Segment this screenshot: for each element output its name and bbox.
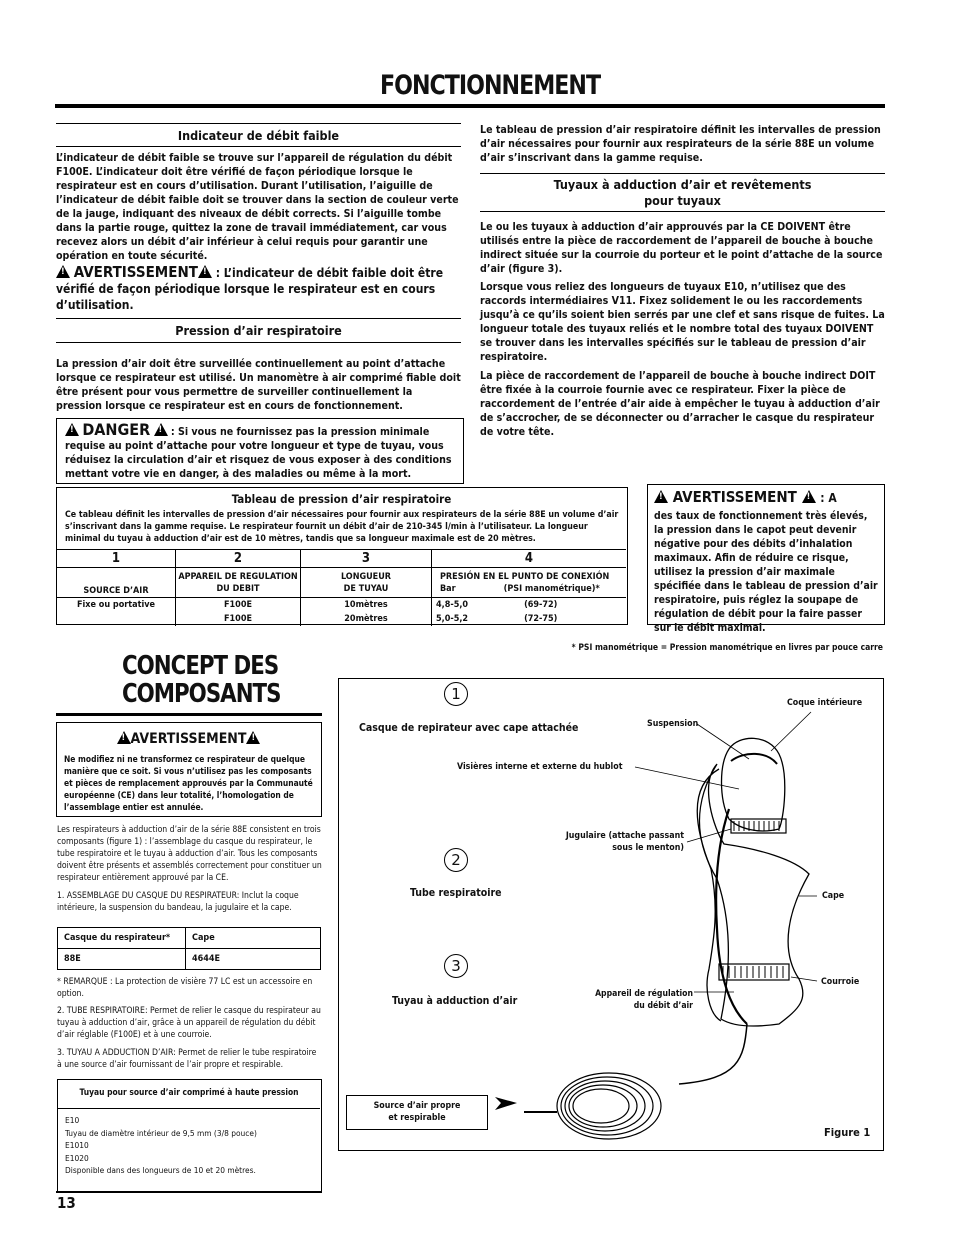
warning-icon bbox=[246, 731, 260, 744]
label-courroie: Courroie bbox=[821, 977, 860, 987]
table-cell: 20mètres bbox=[301, 612, 432, 626]
components-intro: Les respirateurs à adduction d’air de la série 88E consistent en trois composants (figure 1) : l’assemblage du casque du respirateur, le tube respiratoire et le tuyau à adduction d’air. Tous les composants doivent être présents et assemblés correctement pour constituer un respirateur entièrement approuvé par la CE. bbox=[57, 825, 322, 883]
rule bbox=[480, 173, 885, 174]
table-row bbox=[57, 612, 626, 626]
air-source-line: Source d’air propre bbox=[373, 1101, 461, 1111]
warning-label: AVERTISSEMENT bbox=[130, 731, 247, 747]
air-hose bbox=[679, 1024, 747, 1084]
leader-line bbox=[697, 724, 749, 759]
label-jugulaire-line: Jugulaire (attache passant bbox=[565, 831, 684, 841]
page-number: 13 bbox=[57, 1194, 76, 1212]
col-number: 3 bbox=[301, 550, 432, 568]
hose-p1: Le ou les tuyaux à adduction d’air approuvés par la CE DOIVENT être utilisés entre la pièce de raccordement de l’appareil de bouche à bouche indirect située sur la courroie du porteur et le point d’attache de la source d’air (figure 3). bbox=[480, 221, 883, 275]
label-suspension: Suspension bbox=[647, 719, 699, 729]
warning-colon: : A bbox=[820, 491, 837, 505]
label-jugulaire bbox=[558, 830, 684, 854]
table-cell: F100E bbox=[176, 598, 301, 612]
components-item-3: 3. TUYAU A ADDUCTION D’AIR: Permet de relier le tube respiratoire à une source d’air fournissant de l’air propre et respirable. bbox=[57, 1048, 317, 1070]
col-number: 1 bbox=[111, 551, 121, 566]
components-item-1: 1. ASSEMBLAGE DU CASQUE DU RESPIRATEUR: Inclut la coque intérieure, la suspension du bandeau, la jugulaire et la cape. bbox=[57, 891, 299, 913]
table-row bbox=[58, 949, 321, 970]
hose-box-line: Disponible dans des longueurs de 10 et 20 mètres. bbox=[65, 1165, 256, 1176]
col-header-text bbox=[440, 583, 625, 595]
danger-box bbox=[56, 418, 464, 484]
components-title-line: CONCEPT DES bbox=[122, 651, 279, 681]
title-rule bbox=[55, 104, 885, 108]
hose-heading-line: pour tuyaux bbox=[644, 193, 721, 208]
hose-heading bbox=[480, 177, 885, 209]
warning-icon bbox=[65, 423, 79, 436]
respirator-illustration bbox=[339, 679, 883, 1150]
table-cell: Fixe ou portative bbox=[76, 599, 156, 610]
low-flow-warning bbox=[56, 264, 461, 313]
label-tube: Tube respiratoire bbox=[410, 887, 502, 899]
right-intro: Le tableau de pression d’air respiratoire définit les intervalles de pression d’air nécessaires pour fournir aux respirateurs de la série 88E un volume d’air s’inscrivant dans la gamme requise. bbox=[480, 124, 881, 164]
leader-line bbox=[771, 712, 811, 751]
label-appareil-line: du débit d’air bbox=[633, 1001, 693, 1011]
label-casque: Casque de repirateur avec cape attachée bbox=[359, 722, 579, 734]
table-cell: 88E bbox=[58, 949, 186, 970]
footer-rule bbox=[56, 1191, 322, 1193]
hose-box-line: E1020 bbox=[65, 1152, 89, 1163]
col-header bbox=[301, 568, 432, 598]
hose-box-line: Tuyau de diamètre intérieur de 9,5 mm (3/8 pouce) bbox=[65, 1127, 257, 1138]
col-header-text: APPAREIL DE REGULATION bbox=[178, 571, 298, 582]
helmet-visor bbox=[731, 754, 777, 764]
rule bbox=[56, 342, 461, 343]
parts-table bbox=[57, 927, 321, 970]
col-header-text: PRESIÓN EN EL PUNTO DE CONEXIÓN bbox=[440, 571, 610, 582]
col-header bbox=[176, 568, 301, 598]
cell-bar: 4,8-5,0 bbox=[436, 599, 469, 610]
table-cell bbox=[432, 598, 627, 612]
table-row bbox=[57, 568, 626, 598]
hose-box-line: E1010 bbox=[65, 1140, 89, 1151]
pressure-table-title: Tableau de pression d’air respiratoire bbox=[231, 492, 452, 506]
table-cell: 4644E bbox=[192, 954, 221, 964]
hose-heading-line: Tuyaux à adduction d’air et revêtements bbox=[553, 177, 812, 192]
table-cell: F100E bbox=[176, 612, 301, 626]
warning-icon bbox=[802, 490, 816, 503]
table-row bbox=[57, 550, 626, 568]
danger-label: DANGER bbox=[82, 420, 151, 439]
col-header-text: SOURCE D’AIR bbox=[83, 586, 149, 596]
pressure-table-intro: Ce tableau définit les intervalles de pression d’air nécessaires pour fournir aux respirateurs de la série 88E un volume d’air s’inscrivant dans la gamme requise. Le respirateur fournit un débit d’air de 210-345 l/min à l’utilisateur. La longueur minimal du tuyau à adduction d’air est de 10 mètres, tandis que sa longueur maximale est de 20 mètres. bbox=[65, 510, 619, 544]
col-number: 2 bbox=[176, 550, 301, 568]
col-header-text: DU DEBIT bbox=[216, 583, 260, 594]
hose-source-box bbox=[57, 1079, 322, 1193]
rule bbox=[58, 1108, 320, 1109]
callout-2: 2 bbox=[444, 848, 468, 872]
warning-label: AVERTISSEMENT bbox=[73, 263, 198, 281]
warning-icon bbox=[56, 265, 70, 278]
components-warning-box bbox=[56, 722, 322, 817]
components-item-2: 2. TUBE RESPIRATOIRE: Permet de relier le casque du respirateur au tuyau à adduction d’air, grâce à un appareil de régulation du débit d’air réglable (F100E) et à une courroie. bbox=[57, 1006, 321, 1040]
arrow-icon bbox=[495, 1097, 517, 1110]
pressure-heading: Pression d’air respiratoire bbox=[175, 323, 342, 338]
components-remark: * REMARQUE : La protection de visière 77 LC est un accessoire en option. bbox=[57, 977, 313, 999]
rule bbox=[56, 318, 461, 319]
rule bbox=[56, 123, 461, 124]
cell-psi: (72-75) bbox=[524, 613, 558, 624]
low-flow-heading: Indicateur de débit faible bbox=[177, 128, 340, 143]
col-number: 4 bbox=[432, 550, 627, 568]
components-warning-text: Ne modifiez ni ne transformez ce respirateur de quelque manière que ce soit. Si vous n’utilisez pas les composants et pièces de remplacement approuvés par la Communauté européenne (CE) dans leur totalité, l’homologation de l’assemblage entier est annulée. bbox=[64, 754, 313, 812]
callout-1: 1 bbox=[444, 682, 468, 706]
label-jugulaire-line: sous le menton) bbox=[612, 843, 684, 853]
components-rule bbox=[56, 713, 322, 716]
col-header-text: (PSI manométrique)* bbox=[503, 583, 600, 594]
table-cell: Casque du respirateur* bbox=[58, 928, 186, 949]
components-title bbox=[122, 652, 281, 708]
label-appareil-line: Appareil de régulation bbox=[595, 989, 693, 999]
cell-bar: 5,0-5,2 bbox=[436, 613, 469, 624]
warning-label: AVERTISSEMENT bbox=[672, 488, 797, 506]
hose-coil bbox=[569, 1085, 637, 1127]
warning-icon bbox=[198, 265, 212, 278]
rule bbox=[56, 146, 461, 147]
leader-line bbox=[687, 829, 731, 842]
label-appareil bbox=[577, 988, 693, 1012]
col-header-text: DE TUYAU bbox=[343, 583, 389, 594]
low-flow-body: L’indicateur de débit faible se trouve sur l’appareil de régulation du débit F100E. L’indicateur doit être vérifié de façon périodique lorsque le respirateur est en cours d’utilisation. Durant l’utilisation, l’aiguille de l’indicateur de débit faible doit se trouver dans la section de couleur verte de la jauge, indiquant des niveaux de débit corrects. Si l’aiguille tombe dans la partie rouge, quittez la zone de travail immédiatement, car vous recevez alors un débit d’air inférieur à celui requis pour garantir une opération en toute sécurité. bbox=[56, 152, 459, 262]
warning-icon bbox=[654, 490, 668, 503]
label-cape: Cape bbox=[822, 891, 845, 901]
figure-1 bbox=[338, 678, 884, 1151]
page-title: FONCTIONNEMENT bbox=[380, 70, 601, 101]
cell-psi: (69-72) bbox=[524, 599, 558, 610]
hose-coil bbox=[565, 1081, 645, 1131]
table-cell: Cape bbox=[186, 928, 321, 949]
table-cell bbox=[57, 612, 176, 626]
helmet-shape bbox=[722, 738, 785, 831]
air-source-line: et respirable bbox=[388, 1113, 446, 1123]
figure-caption: Figure 1 bbox=[824, 1126, 871, 1139]
psi-footnote: * PSI manométrique = Pression manométrique en livres par pouce carre bbox=[571, 643, 883, 653]
danger-text: : Si vous ne fournissez pas la pression minimale requise au point d’attache pour votre longueur et type de tuyau, vous réduisez la circulation d’air et risquez de vous exposer à des conditions mettant votre vie en danger, à des maladies ou même à la mort. bbox=[65, 426, 452, 480]
warning-icon bbox=[117, 731, 131, 744]
components-title-line: COMPOSANTS bbox=[122, 679, 281, 709]
air-source-box bbox=[346, 1095, 488, 1130]
rule bbox=[480, 211, 885, 212]
pressure-body: La pression d’air doit être surveillée continuellement au point d’attache lorsque ce respirateur est utilisé. Un manomètre à air comprimé fiable doit être présent pour vous permettre de surveiller continuellement la pression lorsque ce respirateur est en cours de fonctionnement. bbox=[56, 358, 461, 412]
callout-3: 3 bbox=[444, 954, 468, 978]
side-warning-text: des taux de fonctionnement très élevés, la pression dans le capot peut devenir négative pour des débits d’inhalation maximaux. Afin de réduire ce risque, utilisez la pression d’air maximale spécifiée dans le tableau de pression d’air respiratoire, puis réglez la soupape de régulation de débit pour la faire passer sur le débit maximal. bbox=[654, 510, 878, 634]
col-header-text: Bar bbox=[440, 583, 456, 594]
hose-box-title: Tuyau pour source d’air comprimé à haute pression bbox=[79, 1087, 299, 1097]
leader-line bbox=[635, 767, 739, 789]
col-header-text: LONGUEUR bbox=[340, 571, 392, 582]
label-visieres: Visières interne et externe du hublot bbox=[457, 762, 623, 772]
hose-p2: Lorsque vous reliez des longueurs de tuyaux E10, n’utilisez que des raccords intermédiaires V11. Fixez solidement le ou les raccordements jusqu’à ce qu’ils soient bien serrés par une clef et sans risque de fuites. La longueur totale des tuyaux reliés et le nombre total des tuyaux DOIVENT se trouver dans les intervalles spécifiés sur le tableau de pression d’air respiratoire. bbox=[480, 281, 885, 363]
warning-text: : L’indicateur de débit faible doit être vérifié de façon périodique lorsque le respirateur est en cours d’utilisation. bbox=[56, 266, 444, 312]
table-row bbox=[58, 928, 321, 949]
table-cell: 10mètres bbox=[301, 598, 432, 612]
hose-p3: La pièce de raccordement de l’appareil de bouche à bouche indirect DOIT être fixée à la courroie fournie avec ce respirateur. Fixer la pièce de raccordement de l’entrée d’air aide à empêcher le tuyau à adduction d’air de s’accrocher, de se déconnecter ou d’arracher le casque du respirateur de votre tête. bbox=[480, 370, 880, 438]
label-coque: Coque intérieure bbox=[787, 698, 863, 708]
belt-hatch bbox=[723, 966, 783, 978]
pressure-table-box bbox=[56, 487, 628, 625]
side-warning-box bbox=[647, 484, 885, 634]
leader-line bbox=[791, 977, 817, 981]
col-header bbox=[432, 568, 627, 598]
hose-coil bbox=[573, 1089, 629, 1123]
table-row bbox=[57, 598, 626, 612]
table-cell bbox=[432, 612, 627, 626]
pressure-table bbox=[57, 549, 626, 626]
label-tuyau: Tuyau à adduction d’air bbox=[392, 995, 518, 1007]
col-header bbox=[57, 568, 176, 598]
hose-box-line: E10 bbox=[65, 1115, 80, 1125]
warning-icon bbox=[154, 423, 168, 436]
